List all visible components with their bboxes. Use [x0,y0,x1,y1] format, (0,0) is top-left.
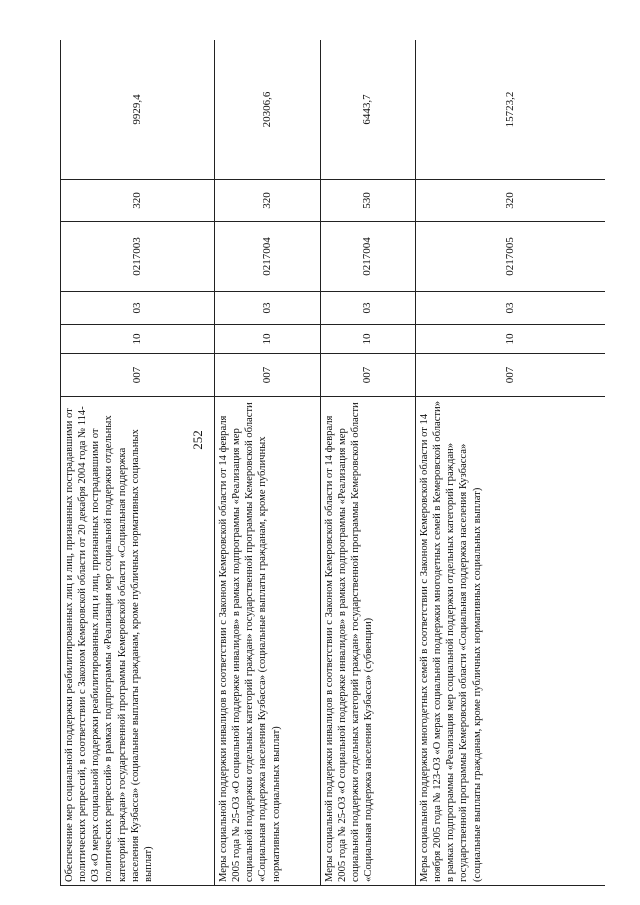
row-description: Обеспечение мер социальной поддержки реабилитированных лиц и лиц, признанных пострадавшими от политических репрессий, в соответствии с Законом Кемеровской области от 20 декабря 2004 года № 114-ОЗ «О мерах социальной поддержки реабилитированных лиц и лиц, признанных пострадавшими от политических репрессий» в рамках подпрограммы «Реализация мер социальной поддержки отдельных категорий граждан» государственной программы Кемеровской области «Социальная поддержка населения Кузбасса» (социальные выплаты гражданам, кроме публичных нормативных социальных выплат) [61,397,215,886]
table-row [321,40,416,886]
subsection-code: 03 [61,292,215,325]
amount: 20306,6 [215,40,321,180]
row-description: Меры социальной поддержки многодетных семей в соответствии с Законом Кемеровской области от 14 ноября 2005 года № 123-ОЗ «О мерах социальной поддержки многодетных семей в Кемеровской области» в рамках подпрограммы «Реализация мер социальной поддержки отдельных категорий граждан» государственной программы Кемеровской области «Социальная поддержка населения Кузбасса» (социальные выплаты гражданам, кроме публичных нормативных социальных выплат) [416,397,606,886]
subsection-code: 03 [321,292,416,325]
expense-type-code: 530 [321,180,416,222]
amount: 6443,7 [321,40,416,180]
row-description: Меры социальной поддержки инвалидов в соответствии с Законом Кемеровской области от 14 февраля 2005 года № 25-ОЗ «О социальной поддержке инвалидов» в рамках подпрограммы «Реализация мер социальной поддержки отдельных категорий граждан» государственной программы Кемеровской области «Социальная поддержка населения Кузбасса» (социальные выплаты гражданам, кроме публичных нормативных социальных выплат) [215,397,321,886]
table-row [215,40,321,886]
section-code: 10 [321,325,416,354]
subsection-code: 03 [215,292,321,325]
expense-type-code: 320 [416,180,606,222]
page-number: 252 [190,430,205,450]
budget-table-container [60,40,605,886]
subsection-code: 03 [416,292,606,325]
section-code: 10 [61,325,215,354]
target-article-code: 0217004 [321,222,416,292]
table-row [416,40,606,886]
department-code: 007 [61,354,215,397]
row-description: Меры социальной поддержки инвалидов в соответствии с Законом Кемеровской области от 14 февраля 2005 года № 25-ОЗ «О социальной поддержке инвалидов» в рамках подпрограммы «Реализация мер социальной поддержки отдельных категорий граждан» государственной программы Кемеровской области «Социальная поддержка населения Кузбасса» (субвенции) [321,397,416,886]
section-code: 10 [215,325,321,354]
department-code: 007 [416,354,606,397]
section-code: 10 [416,325,606,354]
target-article-code: 0217003 [61,222,215,292]
expense-type-code: 320 [61,180,215,222]
department-code: 007 [215,354,321,397]
department-code: 007 [321,354,416,397]
amount: 15723,2 [416,40,606,180]
expense-type-code: 320 [215,180,321,222]
target-article-code: 0217004 [215,222,321,292]
target-article-code: 0217005 [416,222,606,292]
amount: 9929,4 [61,40,215,180]
budget-table [60,40,605,886]
table-row [61,40,215,886]
